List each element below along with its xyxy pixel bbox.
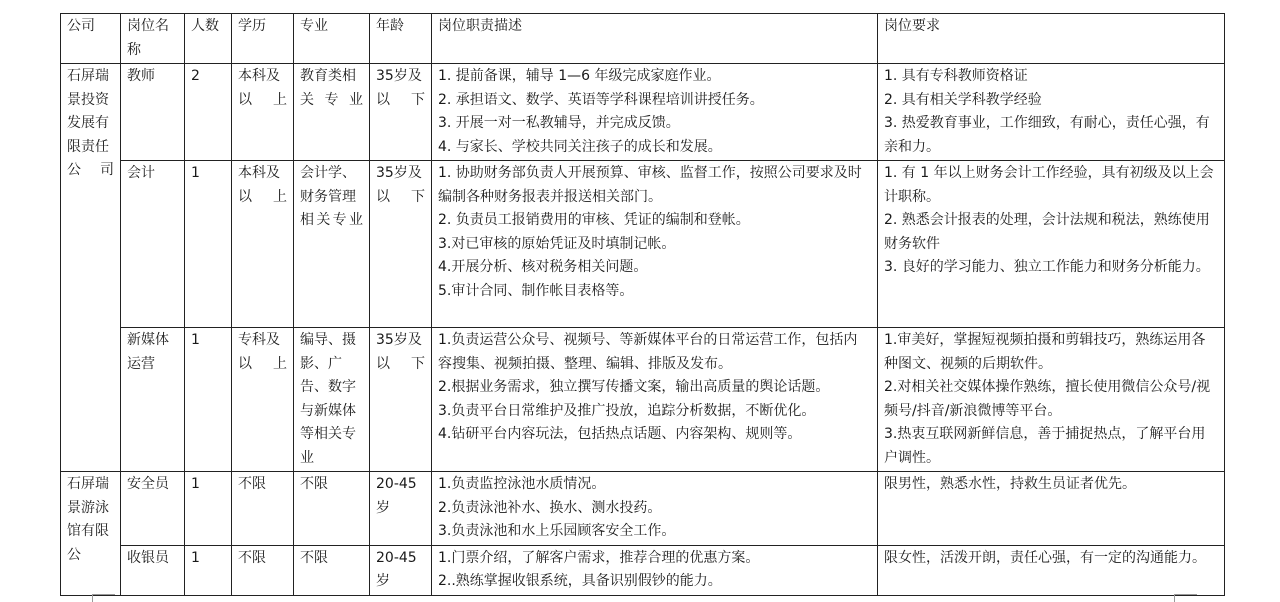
duty-line: 1.负责运营公众号、视频号、等新媒体平台的日常运营工作，包括内容搜集、视频拍摄、整理、编辑、排版及发布。 (438, 332, 858, 372)
requirement-line: 2. 具有相关学科教学经验 (884, 91, 1042, 108)
age-cell: 35岁及以下 (370, 161, 432, 328)
company-cell: 石屏瑞景投资发展有限责任公司 (61, 64, 121, 472)
header-duties: 岗位职责描述 (432, 14, 878, 64)
duty-line: 2.负责泳池补水、换水、测水投药。 (438, 499, 662, 516)
age-cell: 20-45岁 (370, 545, 432, 595)
requirement-line: 1. 具有专科教师资格证 (884, 68, 1028, 84)
requirements-cell (878, 161, 1225, 328)
header-major: 专业 (294, 14, 370, 64)
duty-line: 3. 开展一对一私教辅导，并完成反馈。 (438, 115, 680, 131)
requirements-cell (878, 545, 1225, 595)
position-cell: 新媒体运营 (121, 328, 185, 472)
major-cell: 不限 (294, 545, 370, 595)
duty-line: 3.负责泳池和水上乐园顾客安全工作。 (438, 523, 676, 539)
table-row (61, 328, 1225, 472)
company-cell: 石屏瑞景游泳馆有限公 (61, 472, 121, 596)
major-cell: 教育类相关专业 (294, 64, 370, 161)
header-position: 岗位名称 (121, 14, 185, 64)
duty-line: 2..熟练掌握收银系统，具备识别假钞的能力。 (438, 573, 722, 589)
header-count: 人数 (185, 14, 232, 64)
duty-line: 2. 负责员工报销费用的审核、凭证的编制和登帐。 (438, 212, 750, 228)
count-cell: 1 (185, 472, 232, 546)
position-cell: 收银员 (121, 545, 185, 595)
duties-cell (432, 64, 878, 161)
requirements-cell (878, 64, 1225, 161)
requirement-line: 3. 良好的学习能力、独立工作能力和财务分析能力。 (884, 259, 1210, 275)
education-cell: 专科及以上 (232, 328, 294, 472)
position-cell: 会计 (121, 161, 185, 328)
duties-cell (432, 472, 878, 546)
education-cell: 本科及以上 (232, 161, 294, 328)
header-age: 年龄 (370, 14, 432, 64)
header-education: 学历 (232, 14, 294, 64)
requirement-line: 2.对相关社交媒体操作熟练，擅长使用微信公众号/视频号/抖音/新浪微博等平台。 (884, 379, 1211, 419)
duty-line: 1. 协助财务部负责人开展预算、审核、监督工作，按照公司要求及时编制各种财务报表并报送相关部门。 (438, 165, 862, 205)
table-row (61, 472, 1225, 546)
duty-line: 1. 提前备课，辅导 1—6 年级完成家庭作业。 (438, 68, 721, 84)
duty-line: 4.开展分析、核对税务相关问题。 (438, 259, 648, 275)
duty-line: 5.审计合同、制作帐目表格等。 (438, 282, 634, 299)
major-cell: 编导、摄影、广告、数字与新媒体等相关专业 (294, 328, 370, 472)
duties-cell (432, 161, 878, 328)
duty-line: 4.钻研平台内容玩法，包括热点话题、内容架构、规则等。 (438, 426, 802, 442)
education-cell: 本科及以上 (232, 64, 294, 161)
major-cell: 会计学、财务管理相关专业 (294, 161, 370, 328)
age-cell: 35岁及以下 (370, 328, 432, 472)
header-row (61, 14, 1225, 64)
position-cell: 安全员 (121, 472, 185, 546)
requirements-cell (878, 472, 1225, 546)
duty-line: 2.根据业务需求，独立撰写传播文案，输出高质量的舆论话题。 (438, 379, 830, 395)
education-cell: 不限 (232, 472, 294, 546)
requirement-line: 限女性，活泼开朗，责任心强，有一定的沟通能力。 (884, 549, 1206, 566)
education-cell: 不限 (232, 545, 294, 595)
requirement-line: 2. 熟悉会计报表的处理，会计法规和税法，熟练使用财务软件 (884, 212, 1210, 252)
requirement-line: 3. 热爱教育事业，工作细致，有耐心，责任心强，有亲和力。 (884, 115, 1210, 155)
recruitment-table (60, 13, 1225, 596)
requirement-line: 1.审美好，掌握短视频拍摄和剪辑技巧，熟练运用各种图文、视频的后期软件。 (884, 332, 1206, 372)
table-row (61, 545, 1225, 595)
table-row (61, 161, 1225, 328)
age-cell: 20-45岁 (370, 472, 432, 546)
header-requirements: 岗位要求 (878, 14, 1225, 64)
duty-line: 3.对已审核的原始凭证及时填制记帐。 (438, 235, 676, 252)
duty-line: 4. 与家长、学校共同关注孩子的成长和发展。 (438, 138, 722, 155)
duty-line: 2. 承担语文、数学、英语等学科课程培训讲授任务。 (438, 91, 764, 108)
position-cell: 教师 (121, 64, 185, 161)
page-corner-marks (0, 594, 1280, 601)
requirement-line: 3.热衷互联网新鲜信息，善于捕捉热点，了解平台用户调性。 (884, 426, 1206, 466)
duty-line: 1.负责监控泳池水质情况。 (438, 476, 606, 492)
requirement-line: 1. 有 1 年以上财务会计工作经验，具有初级及以上会计职称。 (884, 165, 1214, 205)
count-cell: 1 (185, 545, 232, 595)
requirement-line: 限男性，熟悉水性，持救生员证者优先。 (884, 476, 1136, 492)
duties-cell (432, 545, 878, 595)
count-cell: 1 (185, 161, 232, 328)
duty-line: 1.门票介绍，了解客户需求，推荐合理的优惠方案。 (438, 549, 760, 566)
major-cell: 不限 (294, 472, 370, 546)
count-cell: 2 (185, 64, 232, 161)
table-row (61, 64, 1225, 161)
count-cell: 1 (185, 328, 232, 472)
requirements-cell (878, 328, 1225, 472)
duty-line: 3.负责平台日常维护及推广投放，追踪分析数据，不断优化。 (438, 402, 816, 419)
age-cell: 35岁及以下 (370, 64, 432, 161)
header-company: 公司 (61, 14, 121, 64)
duties-cell (432, 328, 878, 472)
